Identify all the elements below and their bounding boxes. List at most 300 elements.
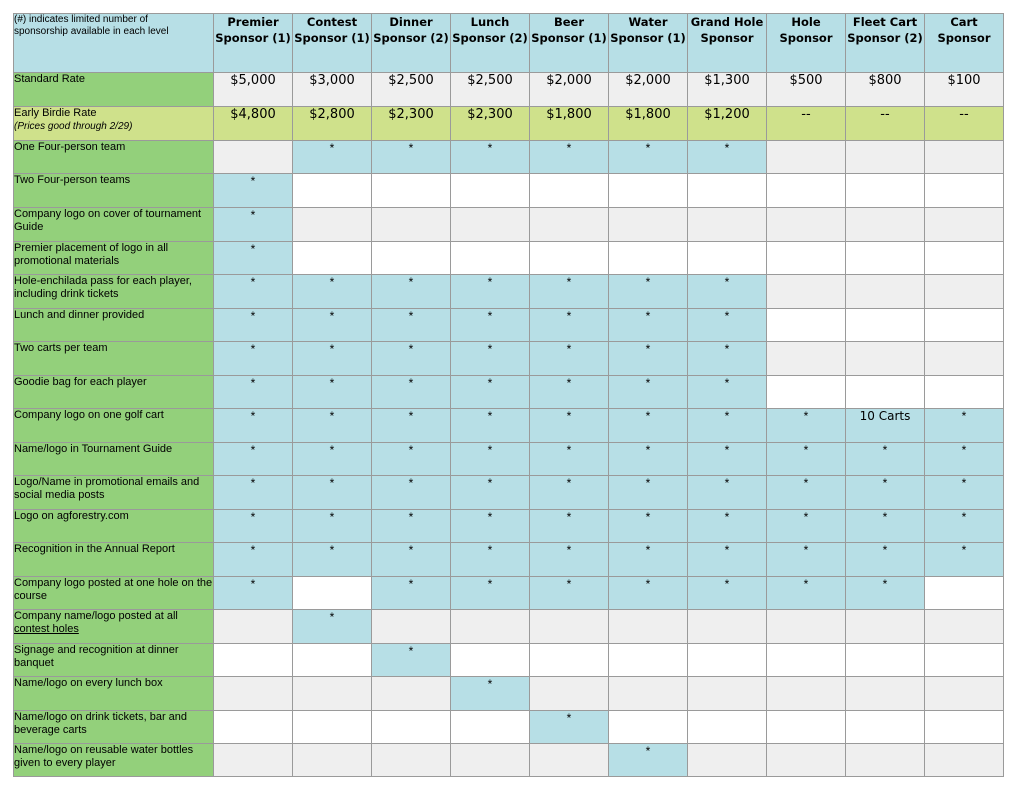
row-label [14,476,214,510]
benefit-cell [767,208,846,242]
row-label [14,577,214,610]
benefit-cell: * [372,309,451,342]
benefit-cell: * [846,510,925,543]
price-cell: $2,300 [451,107,530,141]
benefit-cell: * [688,309,767,342]
column-header-detail: Sponsor (2) [452,31,528,45]
column-header-detail: Sponsor [937,31,991,45]
column-header-name: Grand Hole [690,15,764,29]
benefit-cell [688,744,767,777]
row-label [14,644,214,677]
legend-note-line2: sponsorship available in each level [14,26,169,37]
benefit-cell: * [214,342,293,376]
price-cell: $5,000 [214,73,293,107]
benefit-cell: * [214,208,293,242]
benefit-cell: * [530,476,609,510]
benefit-cell [530,644,609,677]
price-cell: -- [925,107,1004,141]
benefit-cell [609,208,688,242]
benefit-cell: * [846,443,925,476]
row-label [14,543,214,577]
benefit-cell: * [451,141,530,174]
benefit-cell [767,376,846,409]
benefit-cell [846,275,925,309]
benefit-cell [688,242,767,275]
benefit-cell: * [293,376,372,409]
price-cell: $800 [846,73,925,107]
benefit-cell: * [293,510,372,543]
benefit-cell: * [846,543,925,577]
sponsorship-table [13,13,1004,777]
table-row [14,174,1004,208]
benefit-cell: * [293,409,372,443]
benefit-cell [846,208,925,242]
benefit-cell: * [214,275,293,309]
benefit-cell: * [451,342,530,376]
column-header-name: Beer [553,15,585,29]
benefit-cell [767,711,846,744]
benefit-cell [846,610,925,644]
row-label [14,141,214,174]
benefit-cell: * [609,510,688,543]
benefit-cell: * [925,543,1004,577]
benefit-cell: * [688,577,767,610]
benefit-cell [688,208,767,242]
row-label-text: Two carts per team [14,342,108,354]
price-cell: $500 [767,73,846,107]
benefit-cell: * [372,275,451,309]
benefit-cell [767,610,846,644]
benefit-cell: * [451,510,530,543]
benefit-cell: * [925,510,1004,543]
benefit-cell: * [451,376,530,409]
benefit-cell [846,174,925,208]
benefit-cell: * [293,309,372,342]
benefit-cell: * [767,409,846,443]
benefit-cell: * [609,409,688,443]
benefit-cell: * [372,409,451,443]
column-header-2 [293,14,372,73]
row-label [14,409,214,443]
row-label-text: Name/logo on drink tickets, bar and beverage carts [14,711,188,736]
benefit-cell [214,711,293,744]
benefit-cell: * [688,543,767,577]
row-label [14,677,214,711]
column-header-name: Dinner [389,15,433,29]
benefit-cell [688,610,767,644]
benefit-cell: * [609,275,688,309]
benefit-cell [846,309,925,342]
row-label-text: One Four-person team [14,141,126,153]
benefit-cell [530,744,609,777]
benefit-cell [609,610,688,644]
row-label-text: Company logo on cover of tournament Guide [14,208,202,233]
benefit-cell [925,208,1004,242]
column-header-name: Lunch [470,15,510,29]
benefit-cell: * [609,443,688,476]
benefit-cell [925,644,1004,677]
benefit-cell [846,677,925,711]
benefit-cell [451,208,530,242]
header-row [14,14,1004,73]
row-label [14,610,214,644]
price-cell: $1,800 [609,107,688,141]
benefit-cell: * [293,141,372,174]
benefit-cell [214,141,293,174]
price-cell: $1,300 [688,73,767,107]
benefit-cell [372,677,451,711]
row-label-text: Recognition in the Annual Report [14,543,175,555]
row-label-text: Company name/logo posted at all [14,610,178,622]
benefit-cell: * [530,275,609,309]
benefit-cell: * [530,141,609,174]
price-cell: -- [767,107,846,141]
benefit-cell [767,141,846,174]
column-header-detail: Sponsor (1) [215,31,291,45]
benefit-cell [925,376,1004,409]
benefit-cell [451,711,530,744]
row-label-text: Lunch and dinner provided [14,309,145,321]
benefit-cell [767,744,846,777]
benefit-cell: * [530,376,609,409]
benefit-cell: * [214,409,293,443]
benefit-cell: * [451,443,530,476]
benefit-cell [530,242,609,275]
column-header-8 [767,14,846,73]
benefit-cell: * [767,476,846,510]
benefit-cell: * [767,543,846,577]
row-label [14,73,214,107]
table-row [14,476,1004,510]
column-header-name: Hole [791,15,821,29]
table-row [14,107,1004,141]
price-cell: $1,200 [688,107,767,141]
benefit-cell [214,644,293,677]
benefit-cell: * [530,711,609,744]
benefit-cell [846,342,925,376]
benefit-cell [451,744,530,777]
benefit-cell [846,141,925,174]
benefit-cell: * [214,309,293,342]
column-header-name: Contest [306,15,358,29]
benefit-cell: 10 Carts [846,409,925,443]
row-label-text: Signage and recognition at dinner banquet [14,644,179,669]
benefit-cell: * [609,577,688,610]
table-row [14,677,1004,711]
benefit-cell [767,309,846,342]
benefit-cell: * [767,443,846,476]
benefit-cell [925,711,1004,744]
row-label-text: Premier placement of logo in all promotional materials [14,242,169,267]
column-header-6 [609,14,688,73]
table-row [14,644,1004,677]
benefit-cell [451,174,530,208]
benefit-cell [451,644,530,677]
benefit-cell: * [688,376,767,409]
row-label-text: Logo/Name in promotional emails and social media posts [14,476,200,501]
benefit-cell: * [530,309,609,342]
benefit-cell [372,242,451,275]
benefit-cell [293,711,372,744]
benefit-cell: * [688,510,767,543]
benefit-cell: * [530,577,609,610]
benefit-cell [372,711,451,744]
benefit-cell [846,644,925,677]
table-row [14,73,1004,107]
column-header-7 [688,14,767,73]
benefit-cell: * [372,376,451,409]
benefit-cell: * [688,141,767,174]
benefit-cell: * [609,342,688,376]
row-label-text: Company logo posted at one hole on the course [14,577,213,602]
benefit-cell [530,174,609,208]
benefit-cell: * [846,476,925,510]
benefit-cell: * [293,476,372,510]
row-label [14,107,214,141]
benefit-cell [925,242,1004,275]
benefit-cell: * [609,744,688,777]
row-label [14,309,214,342]
benefit-cell [214,610,293,644]
benefit-cell [846,711,925,744]
column-header-detail: Sponsor [700,31,754,45]
row-label-text: Company logo on one golf cart [14,409,164,421]
benefit-cell: * [530,543,609,577]
benefit-cell [609,677,688,711]
legend-note [14,14,214,73]
row-label [14,208,214,242]
benefit-cell [214,677,293,711]
price-cell: $2,500 [372,73,451,107]
column-header-name: Water [628,15,668,29]
row-sublabel: (Prices good through 2/29) [14,121,133,132]
benefit-cell [530,208,609,242]
benefit-cell [293,577,372,610]
benefit-cell: * [293,543,372,577]
benefit-cell: * [293,342,372,376]
benefit-cell [688,644,767,677]
table-row [14,510,1004,543]
benefit-cell [925,342,1004,376]
benefit-cell: * [530,510,609,543]
row-label-text: Name/logo on every lunch box [14,677,163,689]
benefit-cell: * [451,476,530,510]
benefit-cell [293,174,372,208]
benefit-cell: * [925,443,1004,476]
table-row [14,409,1004,443]
row-label-text: Name/logo in Tournament Guide [14,443,173,455]
benefit-cell [372,610,451,644]
benefit-cell [925,610,1004,644]
row-label [14,711,214,744]
column-header-1 [214,14,293,73]
benefit-cell: * [372,510,451,543]
benefit-cell: * [293,443,372,476]
benefit-cell: * [372,141,451,174]
table-row [14,577,1004,610]
benefit-cell: * [688,409,767,443]
column-header-name: Fleet Cart [852,15,918,29]
price-cell: $4,800 [214,107,293,141]
benefit-cell: * [530,342,609,376]
legend-note-line1: (#) indicates limited number of [14,14,148,25]
benefit-cell [846,744,925,777]
benefit-cell: * [530,409,609,443]
benefit-cell: * [372,342,451,376]
benefit-cell [293,744,372,777]
table-row [14,610,1004,644]
column-header-detail: Sponsor (2) [373,31,449,45]
benefit-cell [293,208,372,242]
table-row [14,744,1004,777]
benefit-cell [293,644,372,677]
benefit-cell: * [688,476,767,510]
row-label-text: Hole-enchilada pass for each player, including drink tickets [14,275,192,300]
benefit-cell [767,644,846,677]
benefit-cell [293,242,372,275]
row-label [14,376,214,409]
benefit-cell: * [214,577,293,610]
benefit-cell [925,174,1004,208]
row-label-text: Two Four-person teams [14,174,131,186]
benefit-cell: * [609,141,688,174]
column-header-name: Premier [227,15,279,29]
row-label [14,242,214,275]
column-header-10 [925,14,1004,73]
benefit-cell: * [451,309,530,342]
benefit-cell: * [925,476,1004,510]
column-header-detail: Sponsor (1) [531,31,607,45]
column-header-detail: Sponsor [779,31,833,45]
benefit-cell [688,174,767,208]
benefit-cell [609,644,688,677]
column-header-4 [451,14,530,73]
benefit-cell [451,242,530,275]
benefit-cell: * [214,510,293,543]
benefit-cell [767,174,846,208]
benefit-cell: * [293,610,372,644]
row-label-text: Logo on agforestry.com [14,510,129,522]
table-row [14,376,1004,409]
benefit-cell: * [214,376,293,409]
benefit-cell [609,242,688,275]
benefit-cell [846,242,925,275]
row-label-text: Standard Rate [14,73,85,85]
benefit-cell: * [688,443,767,476]
price-cell: $2,300 [372,107,451,141]
benefit-cell: * [293,275,372,309]
benefit-cell [372,744,451,777]
table-row [14,208,1004,242]
benefit-cell: * [767,577,846,610]
row-label-text: Name/logo on reusable water bottles given to every player [14,744,194,769]
benefit-cell: * [451,543,530,577]
row-label [14,443,214,476]
table-row [14,443,1004,476]
column-header-detail: Sponsor (2) [847,31,923,45]
column-header-9 [846,14,925,73]
benefit-cell: * [214,242,293,275]
price-cell: $3,000 [293,73,372,107]
benefit-cell: * [451,677,530,711]
table-row [14,342,1004,376]
benefit-cell [925,677,1004,711]
benefit-cell: * [846,577,925,610]
benefit-cell [767,342,846,376]
column-header-5 [530,14,609,73]
benefit-cell [214,744,293,777]
benefit-cell [767,677,846,711]
benefit-cell: * [451,577,530,610]
row-label [14,275,214,309]
row-label-text: Goodie bag for each player [14,376,147,388]
row-label [14,342,214,376]
benefit-cell: * [688,275,767,309]
benefit-cell [530,610,609,644]
benefit-cell [767,242,846,275]
benefit-cell [372,208,451,242]
price-cell: $1,800 [530,107,609,141]
benefit-cell: * [214,443,293,476]
table-row [14,275,1004,309]
benefit-cell: * [688,342,767,376]
column-header-detail: Sponsor (1) [610,31,686,45]
price-cell: -- [846,107,925,141]
column-header-name: Cart [950,15,978,29]
row-label [14,174,214,208]
benefit-cell: * [372,443,451,476]
benefit-cell [530,677,609,711]
benefit-cell: * [214,174,293,208]
benefit-cell [293,677,372,711]
benefit-cell: * [214,543,293,577]
table-row [14,711,1004,744]
table-row [14,242,1004,275]
benefit-cell: * [609,476,688,510]
benefit-cell [925,309,1004,342]
price-cell: $2,000 [530,73,609,107]
benefit-cell [846,376,925,409]
price-cell: $2,500 [451,73,530,107]
benefit-cell: * [372,476,451,510]
table-row [14,141,1004,174]
row-label-underlined: contest holes [14,623,79,635]
benefit-cell [609,174,688,208]
benefit-cell: * [925,409,1004,443]
benefit-cell: * [451,409,530,443]
row-label [14,510,214,543]
price-cell: $2,000 [609,73,688,107]
benefit-cell: * [214,476,293,510]
benefit-cell [451,610,530,644]
benefit-cell: * [451,275,530,309]
benefit-cell [609,711,688,744]
benefit-cell [925,141,1004,174]
row-label [14,744,214,777]
benefit-cell [767,275,846,309]
benefit-cell [372,174,451,208]
benefit-cell [925,577,1004,610]
price-cell: $2,800 [293,107,372,141]
table-row [14,543,1004,577]
benefit-cell [925,275,1004,309]
benefit-cell [688,677,767,711]
benefit-cell: * [767,510,846,543]
benefit-cell: * [372,644,451,677]
benefit-cell: * [372,577,451,610]
table-row [14,309,1004,342]
benefit-cell: * [609,309,688,342]
